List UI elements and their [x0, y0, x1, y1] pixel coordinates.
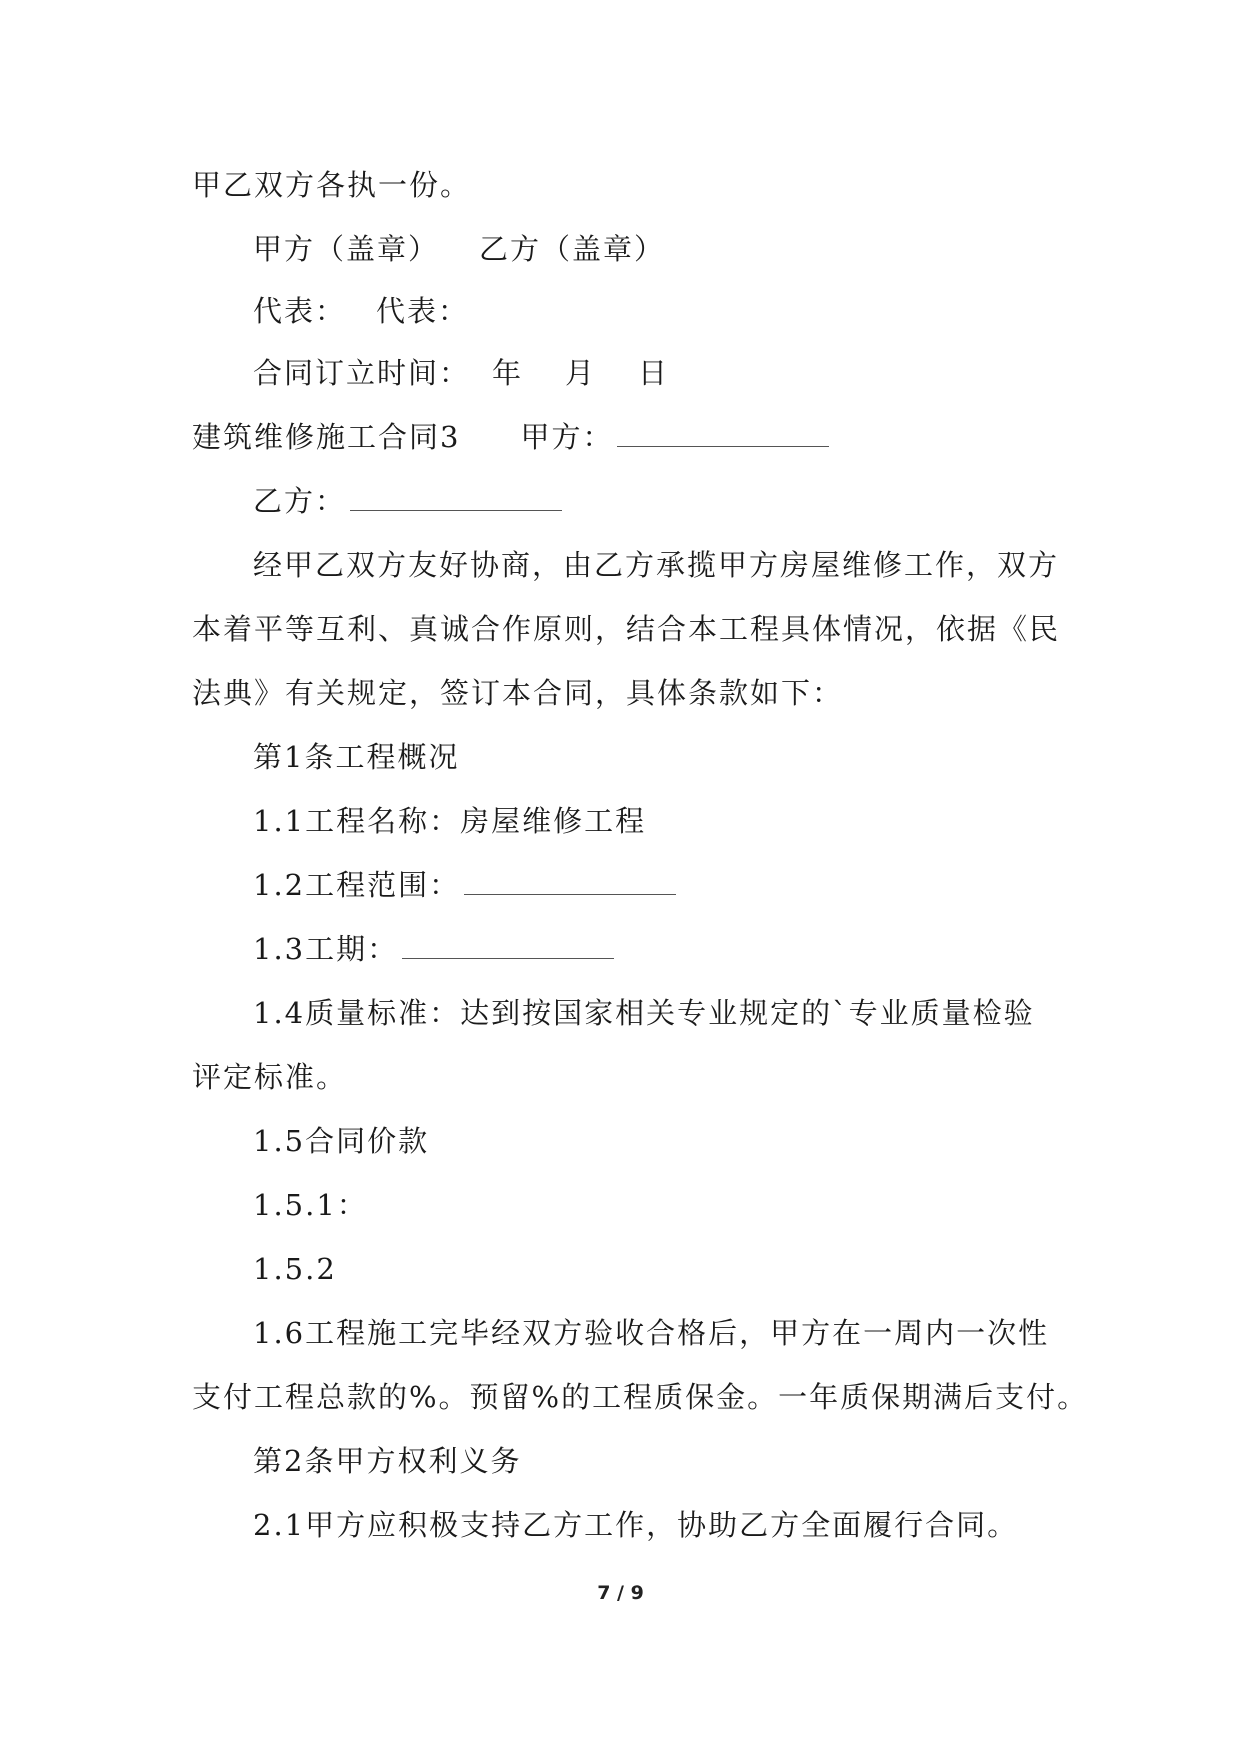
- party-b-blank: [350, 482, 562, 511]
- text-line: 评定标准。: [192, 1060, 348, 1094]
- text-line: 甲乙双方各执一份。: [192, 168, 472, 202]
- clause-line: 1.5.2: [253, 1252, 337, 1286]
- clause-line: 1.5.1：: [253, 1188, 368, 1222]
- text-line: 支付工程总款的%。预留%的工程质保金。一年质保期满后支付。: [192, 1380, 1089, 1414]
- text-line: 经甲乙双方友好协商，由乙方承揽甲方房屋维修工作，双方: [253, 548, 1060, 582]
- representative-line: [253, 291, 469, 331]
- date-day: 日: [638, 356, 670, 390]
- clause-line: 1.6工程施工完毕经双方验收合格后，甲方在一周内一次性: [253, 1316, 1050, 1350]
- clause-line: 1.5合同价款: [253, 1124, 430, 1158]
- contract-title: 建筑维修施工合同3: [192, 420, 461, 454]
- contract-date-label: 合同订立时间：: [253, 356, 471, 390]
- scope-blank: [464, 866, 676, 895]
- date-month: 月: [565, 356, 597, 390]
- party-b-line: [253, 481, 562, 521]
- duration-label: 1.3工期：: [253, 932, 399, 966]
- contract-date-line: [253, 353, 669, 393]
- party-a-seal: 甲方（盖章）: [253, 232, 440, 266]
- clause-line: 1.4质量标准：达到按国家相关专业规定的`专业质量检验: [253, 996, 1035, 1030]
- party-b-label: 乙方：: [253, 484, 347, 518]
- signature-line: [253, 229, 665, 269]
- party-b-representative: 代表：: [376, 294, 470, 328]
- clause-line: [253, 865, 676, 905]
- section-heading: 第1条工程概况: [253, 740, 460, 774]
- party-a-blank: [617, 418, 829, 447]
- scope-label: 1.2工程范围：: [253, 868, 461, 902]
- clause-line: [253, 929, 614, 969]
- party-a-label: 甲方：: [520, 420, 614, 454]
- party-b-seal: 乙方（盖章）: [479, 232, 666, 266]
- text-line: 本着平等互利、真诚合作原则，结合本工程具体情况，依据《民: [192, 612, 1061, 646]
- text-line: 法典》有关规定，签订本合同，具体条款如下：: [192, 676, 844, 710]
- party-a-representative: 代表：: [253, 294, 347, 328]
- duration-blank: [402, 930, 614, 959]
- contract-heading-line: [192, 417, 829, 457]
- clause-line: 2.1甲方应积极支持乙方工作，协助乙方全面履行合同。: [253, 1508, 1019, 1542]
- page-number: 7 / 9: [597, 1582, 644, 1604]
- section-heading: 第2条甲方权利义务: [253, 1444, 522, 1478]
- clause-line: 1.1工程名称：房屋维修工程: [253, 804, 647, 838]
- date-year: 年: [492, 356, 524, 390]
